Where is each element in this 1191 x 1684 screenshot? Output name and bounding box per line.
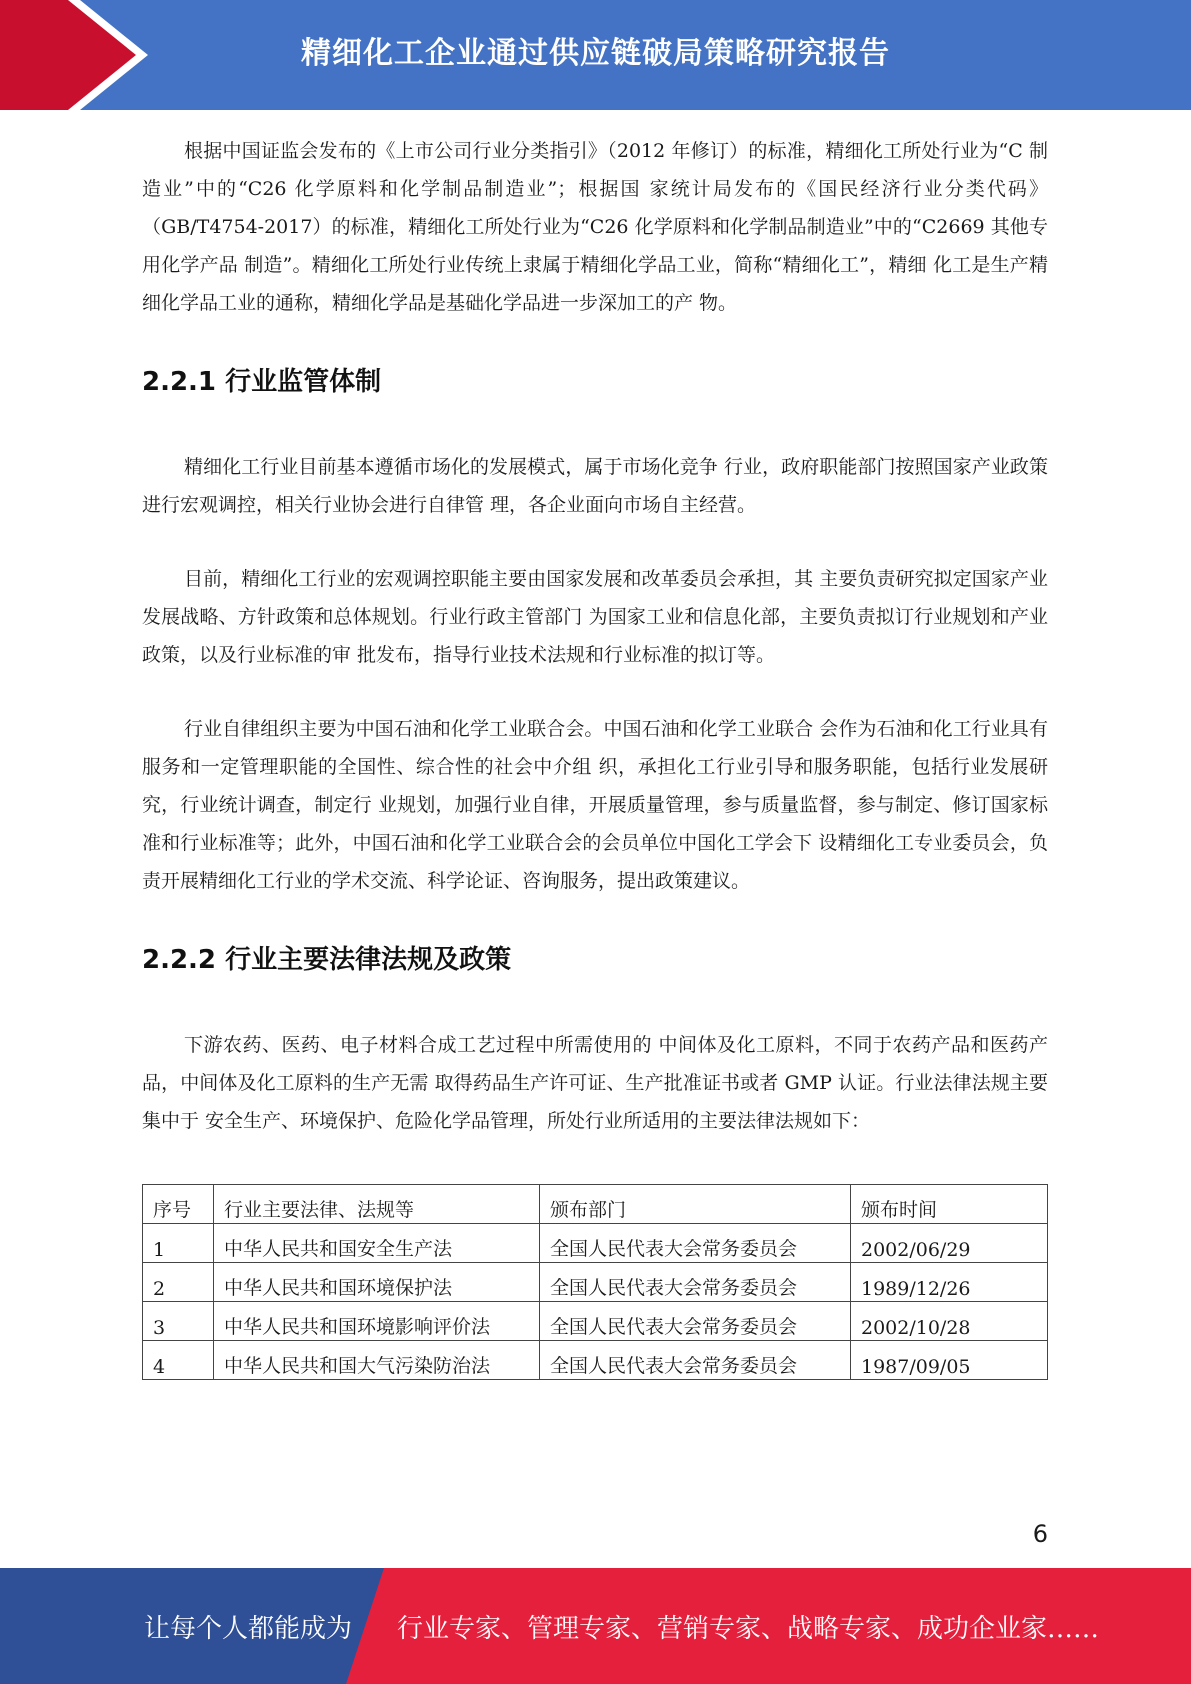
table-cell: 中华人民共和国环境保护法: [214, 1263, 540, 1302]
page-footer: [0, 1568, 1191, 1684]
table-cell: 1: [143, 1224, 214, 1263]
table-header-row: [143, 1185, 1048, 1224]
table-cell: 2002/06/29: [851, 1224, 1048, 1263]
header-arrow-decoration: [0, 0, 160, 110]
report-title: 精细化工企业通过供应链破局策略研究报告: [301, 36, 890, 71]
table-header-cell: 序号: [143, 1185, 214, 1224]
laws-table: [142, 1184, 1048, 1380]
table-row: [143, 1224, 1048, 1263]
footer-slogan-right: 行业专家、管理专家、营销专家、战略专家、成功企业家……: [397, 1613, 1100, 1644]
table-cell: 全国人民代表大会常务委员会: [540, 1263, 851, 1302]
table-cell: 全国人民代表大会常务委员会: [540, 1302, 851, 1341]
page-number: 6: [1032, 1520, 1048, 1548]
table-cell: 中华人民共和国大气污染防治法: [214, 1341, 540, 1380]
table-cell: 全国人民代表大会常务委员会: [540, 1341, 851, 1380]
section-heading-2-2-1: 2.2.1 行业监管体制: [142, 367, 382, 397]
table-header-cell: 颁布部门: [540, 1185, 851, 1224]
table-cell: 2: [143, 1263, 214, 1302]
table-cell: 3: [143, 1302, 214, 1341]
paragraph-laws-intro: 下游农药、医药、电子材料合成工艺过程中所需使用的 中间体及化工原料，不同于农药产品和医药产品，中间体及化工原料的生产无需 取得药品生产许可证、生产批准证书或者 GMP 认证。行业法律法规主要集中于 安全生产、环境保护、危险化学品管理，所处行业所适用的主要法律法规如下：: [142, 1034, 1048, 1132]
table-row: [143, 1302, 1048, 1341]
table-cell: 2002/10/28: [851, 1302, 1048, 1341]
document-body: [142, 132, 1048, 1380]
paragraph-market-mode: 精细化工行业目前基本遵循市场化的发展模式，属于市场化竞争 行业，政府职能部门按照国家产业政策进行宏观调控，相关行业协会进行自律管 理，各企业面向市场自主经营。: [142, 456, 1048, 516]
table-header-cell: 颁布时间: [851, 1185, 1048, 1224]
table-row: [143, 1263, 1048, 1302]
table-cell: 中华人民共和国环境影响评价法: [214, 1302, 540, 1341]
table-row: [143, 1341, 1048, 1380]
section-heading-2-2-2: 2.2.2 行业主要法律法规及政策: [142, 945, 512, 975]
page-header: [0, 0, 1191, 110]
table-cell: 中华人民共和国安全生产法: [214, 1224, 540, 1263]
footer-slogan-left: 让每个人都能成为: [144, 1613, 353, 1644]
table-cell: 全国人民代表大会常务委员会: [540, 1224, 851, 1263]
table-cell: 1987/09/05: [851, 1341, 1048, 1380]
paragraph-self-regulatory-org: 行业自律组织主要为中国石油和化学工业联合会。中国石油和化学工业联合 会作为石油和化工行业具有服务和一定管理职能的全国性、综合性的社会中介组 织，承担化工行业引导和服务职能，包括行业发展研究，行业统计调查，制定行 业规划，加强行业自律，开展质量管理，参与质量监督，参与制定、修订国家标 准和行业标准等；此外，中国石油和化学工业联合会的会员单位中国化工学会下 设精细化工专业委员会，负责开展精细化工行业的学术交流、科学论证、咨询服务，提出政策建议。: [142, 718, 1048, 892]
table-cell: 1989/12/26: [851, 1263, 1048, 1302]
table-header-cell: 行业主要法律、法规等: [214, 1185, 540, 1224]
paragraph-regulators: 目前，精细化工行业的宏观调控职能主要由国家发展和改革委员会承担，其 主要负责研究拟定国家产业发展战略、方针政策和总体规划。行业行政主管部门 为国家工业和信息化部，主要负责拟订行业规划和产业政策，以及行业标准的审 批发布，指导行业技术法规和行业标准的拟订等。: [142, 568, 1048, 666]
table-cell: 4: [143, 1341, 214, 1380]
paragraph-industry-classification: 根据中国证监会发布的《上市公司行业分类指引》（2012 年修订）的标准，精细化工所处行业为“C 制造业”中的“C26 化学原料和化学制品制造业”；根据国 家统计局发布的《国民经济行业分类代码》（GB/T4754-2017）的标准，精细化工所处行业为“C26 化学原料和化学制品制造业”中的“C2669 其他专用化学产品 制造”。精细化工所处行业传统上隶属于精细化学品工业，简称“精细化工”，精细 化工是生产精细化学品工业的通称，精细化学品是基础化学品进一步深加工的产 物。: [142, 140, 1048, 314]
